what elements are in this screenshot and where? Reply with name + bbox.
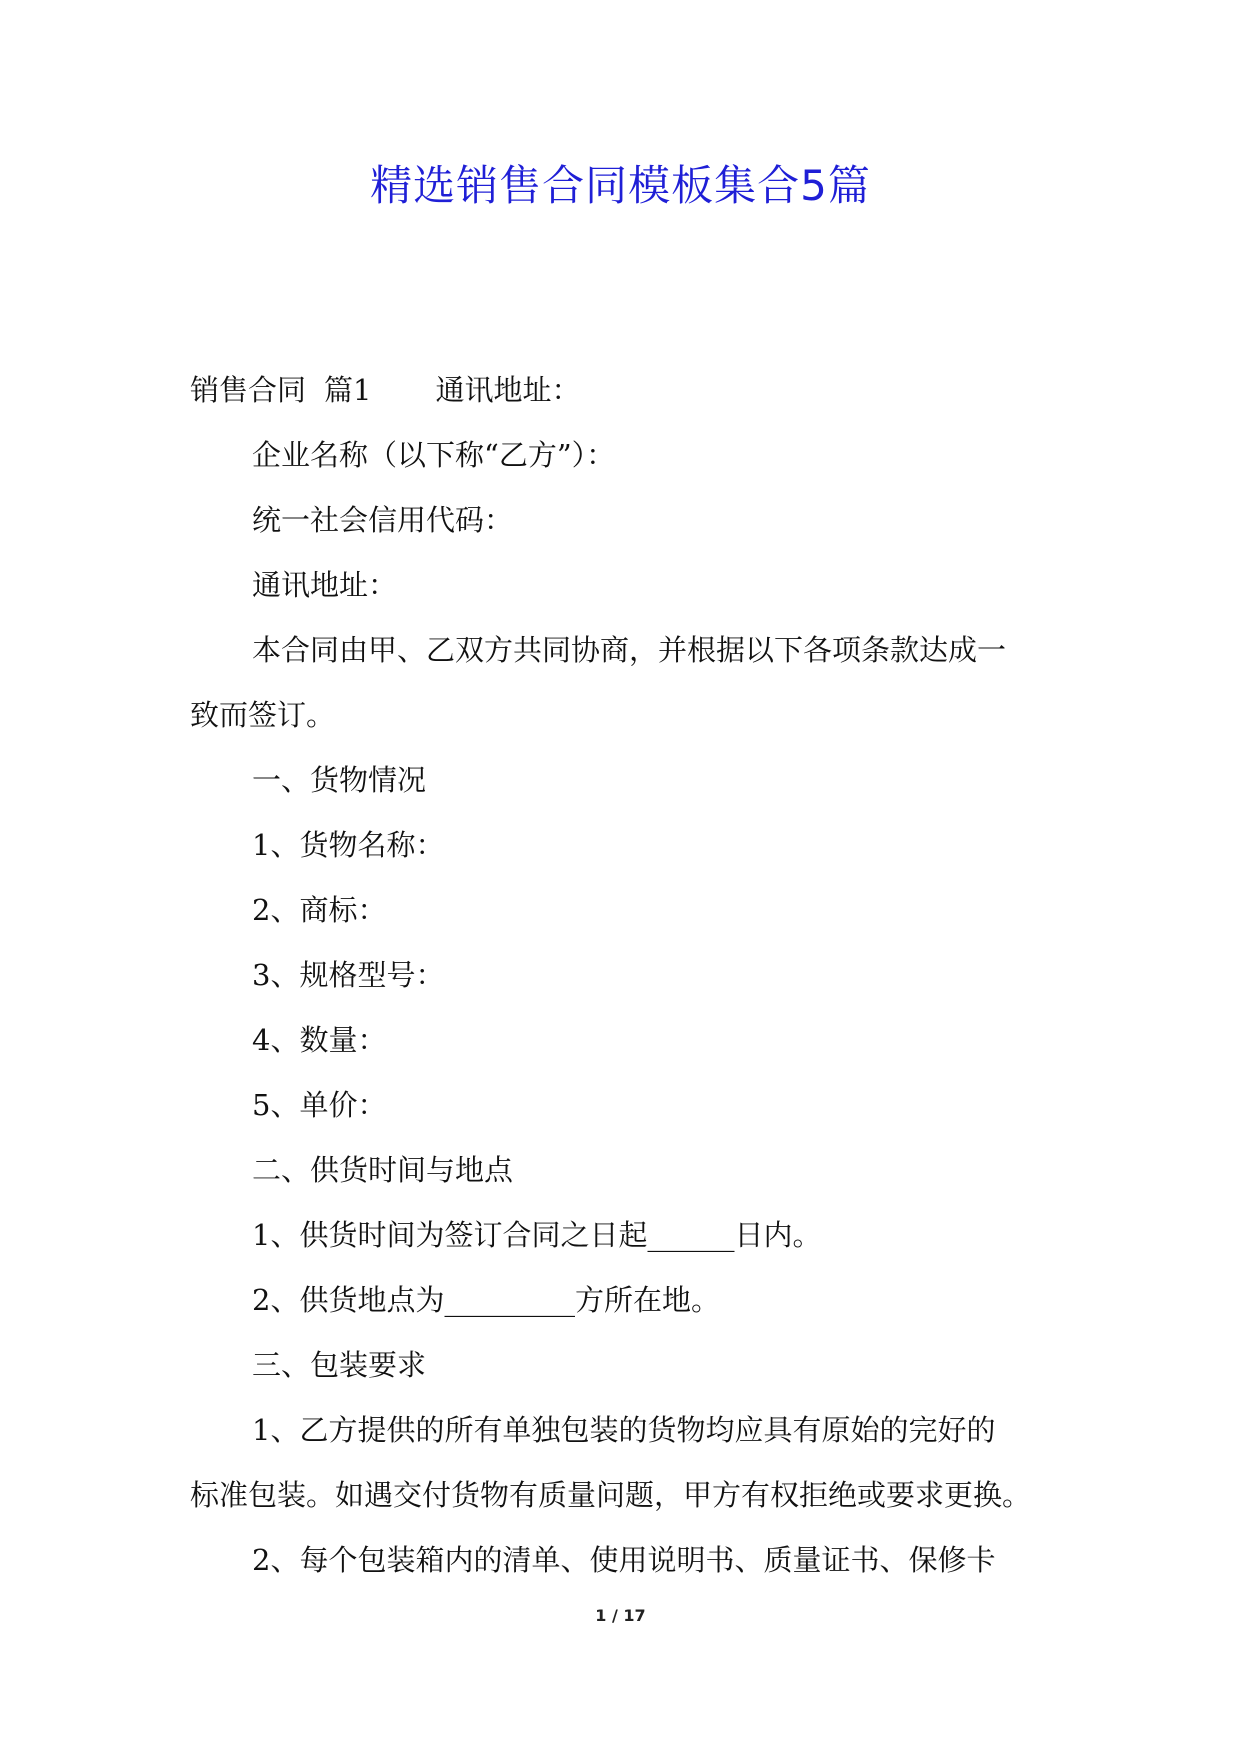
section-label: 销售合同 (190, 373, 307, 407)
section-heading: 三、包装要求 (252, 1348, 427, 1382)
paragraph-line: 4、数量： (252, 1023, 387, 1057)
paragraph-line: 通讯地址： (252, 568, 398, 602)
address-field-label: 通讯地址： (435, 373, 581, 407)
paragraph-line: 2、商标： (252, 893, 387, 927)
first-line (190, 358, 1060, 423)
document-body (190, 358, 1060, 1593)
paragraph-line: 致而签订。 (190, 698, 336, 732)
paragraph-line: 1、货物名称： (252, 828, 445, 862)
section-heading: 二、供货时间与地点 (252, 1153, 514, 1187)
paragraph-line: 1、乙方提供的所有单独包装的货物均应具有原始的完好的 (252, 1413, 996, 1447)
page-indicator: 1 / 17 (595, 1606, 646, 1625)
paragraph-line: 2、每个包装箱内的清单、使用说明书、质量证书、保修卡 (252, 1543, 996, 1577)
paragraph-line: 1、供货时间为签订合同之日起______日内。 (252, 1218, 822, 1252)
paragraph-line: 统一社会信用代码： (252, 503, 514, 537)
section-part: 篇1 (324, 373, 372, 407)
paragraph-line: 企业名称（以下称“乙方”）： (252, 438, 616, 472)
paragraph-line: 5、单价： (252, 1088, 387, 1122)
paragraph-line: 本合同由甲、乙双方共同协商，并根据以下各项条款达成一 (252, 633, 1007, 667)
paragraph-line: 2、供货地点为_________方所在地。 (252, 1283, 720, 1317)
document-title: 精选销售合同模板集合5篇 (370, 161, 871, 210)
paragraph-line: 3、规格型号： (252, 958, 445, 992)
section-heading: 一、货物情况 (252, 763, 427, 797)
paragraph-line: 标准包装。如遇交付货物有质量问题，甲方有权拒绝或要求更换。 (190, 1478, 1032, 1512)
